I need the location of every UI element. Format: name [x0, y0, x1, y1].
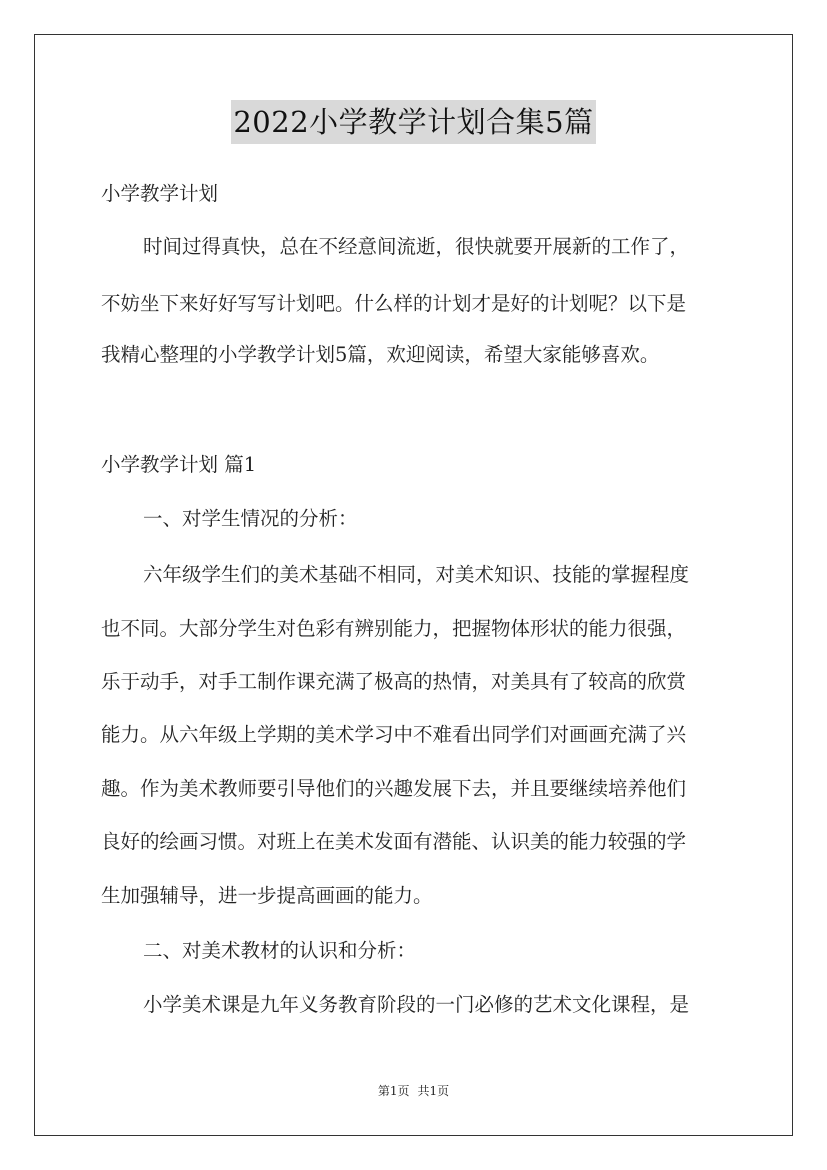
paragraph-line: 能力。从六年级上学期的美术学习中不难看出同学们对画画充满了兴 — [101, 723, 687, 746]
page-footer — [0, 1083, 827, 1099]
title-container — [0, 100, 827, 144]
intro-line: 不妨坐下来好好写写计划吧。什么样的计划才是好的计划呢？以下是 — [101, 292, 687, 315]
paragraph-line: 乐于动手，对手工制作课充满了极高的热情，对美具有了较高的欣赏 — [101, 670, 687, 693]
page-total: 共1页 — [417, 1084, 450, 1098]
paragraph-line: 也不同。大部分学生对色彩有辨别能力，把握物体形状的能力很强， — [101, 617, 687, 640]
intro-line: 我精心整理的小学教学计划5篇，欢迎阅读，希望大家能够喜欢。 — [101, 343, 660, 366]
section-heading: 小学教学计划 篇1 — [101, 453, 257, 476]
paragraph-line: 六年级学生们的美术基础不相同，对美术知识、技能的掌握程度 — [143, 563, 690, 586]
subheading: 二、对美术教材的认识和分析： — [143, 939, 417, 962]
page-number: 第1页 — [377, 1084, 410, 1098]
paragraph-line: 趣。作为美术教师要引导他们的兴趣发展下去，并且要继续培养他们 — [101, 777, 687, 800]
document-title: 2022小学教学计划合集5篇 — [231, 100, 595, 144]
paragraph-line: 生加强辅导，进一步提高画画的能力。 — [101, 884, 433, 907]
intro-line: 时间过得真快，总在不经意间流逝，很快就要开展新的工作了， — [143, 235, 690, 258]
paragraph-line: 良好的绘画习惯。对班上在美术发面有潜能、认识美的能力较强的学 — [101, 830, 687, 853]
paragraph-line: 小学美术课是九年义务教育阶段的一门必修的艺术文化课程，是 — [143, 993, 690, 1016]
intro-heading: 小学教学计划 — [101, 182, 219, 205]
subheading: 一、对学生情况的分析： — [143, 507, 358, 530]
